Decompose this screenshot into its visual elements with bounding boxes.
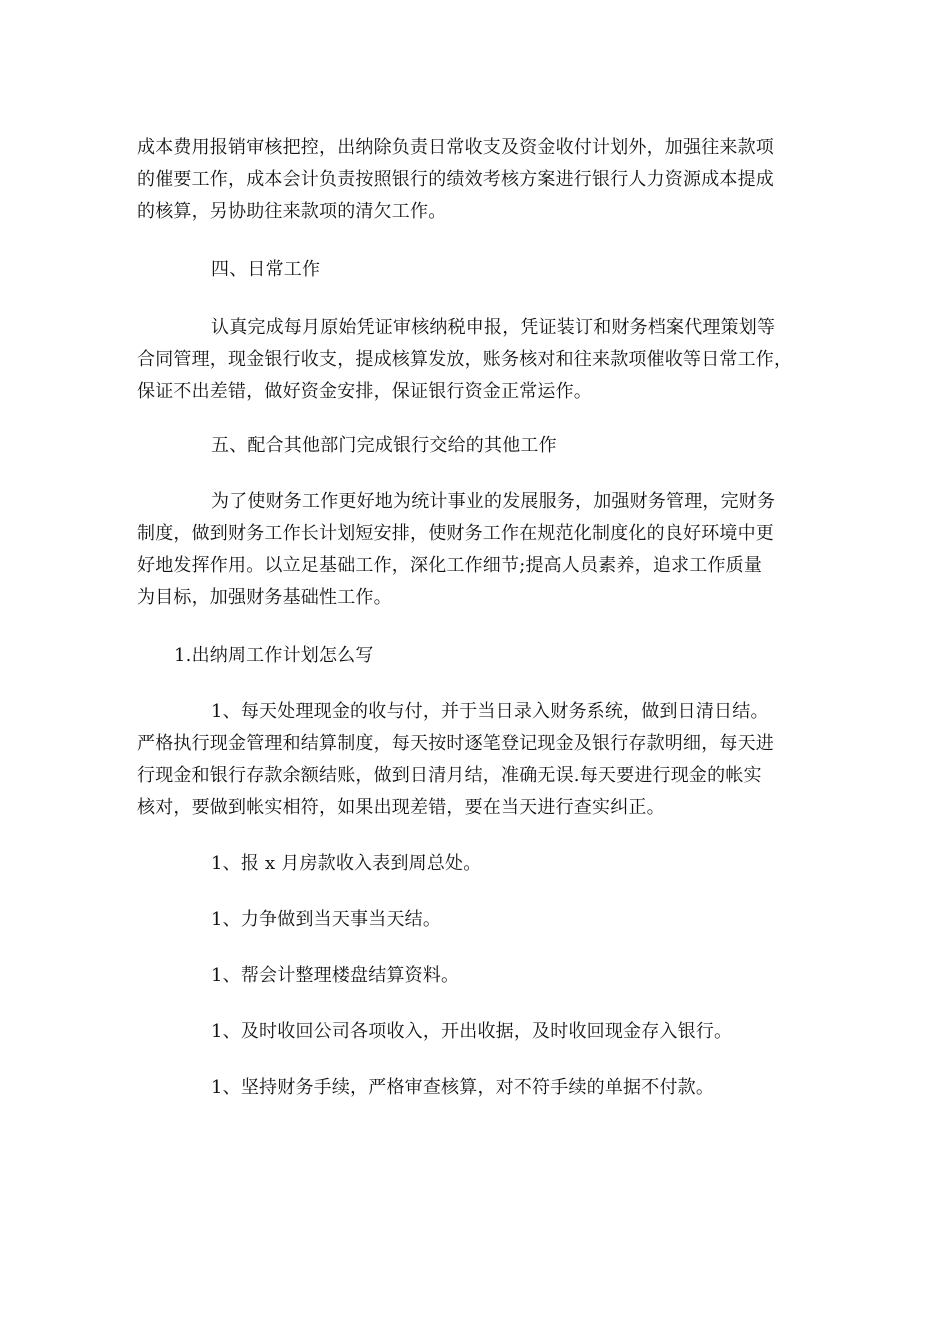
list-item (137, 904, 817, 936)
section-heading-weekly-plan (137, 640, 817, 672)
item-text: 1、坚持财务手续，严格审查核算，对不符手续的单据不付款。 (211, 1077, 715, 1098)
item-text: 1、报 x 月房款收入表到周总处。 (211, 853, 482, 874)
text-line: 1、每天处理现金的收与付，并于当日录入财务系统，做到日清日结。 (211, 701, 769, 722)
list-item (137, 960, 817, 992)
text-line: 认真完成每月原始凭证审核纳税申报，凭证装订和财务档案代理策划等 (211, 317, 776, 338)
text-line: 为目标，加强财务基础性工作。 (137, 587, 392, 608)
section-heading-daily-work (137, 254, 817, 286)
text-line: 严格执行现金管理和结算制度，每天按时逐笔登记现金及银行存款明细，每天进 (137, 733, 774, 754)
text-line: 制度，做到财务工作长计划短安排，使财务工作在规范化制度化的良好环境中更 (137, 523, 774, 544)
text-line: 为了使财务工作更好地为统计事业的发展服务，加强财务管理，完财务 (211, 491, 776, 512)
text-line: 的核算，另协助往来款项的清欠工作。 (137, 201, 447, 222)
paragraph-daily-work (137, 312, 817, 408)
list-item (137, 848, 817, 880)
text-line: 保证不出差错，做好资金安排，保证银行资金正常运作。 (137, 381, 592, 402)
heading-text: 1.出纳周工作计划怎么写 (174, 645, 374, 666)
section-heading-cooperation (137, 430, 817, 462)
list-item (137, 1016, 817, 1048)
item-text: 1、及时收回公司各项收入，开出收据，及时收回现金存入银行。 (211, 1021, 733, 1042)
list-item (137, 1072, 817, 1104)
heading-text: 四、日常工作 (211, 259, 321, 280)
text-line: 的催要工作，成本会计负责按照银行的绩效考核方案进行银行人力资源成本提成 (137, 169, 774, 190)
text-line: 行现金和银行存款余额结账，做到日清月结，准确无误.每天要进行现金的帐实 (137, 765, 762, 786)
text-line: 成本费用报销审核把控，出纳除负责日常收支及资金收付计划外，加强往来款项 (137, 137, 774, 158)
paragraph-finance-management (137, 486, 817, 614)
item-text: 1、力争做到当天事当天结。 (211, 909, 442, 930)
paragraph-cash-handling (137, 696, 817, 824)
item-text: 1、帮会计整理楼盘结算资料。 (211, 965, 460, 986)
text-line: 核对，要做到帐实相符，如果出现差错，要在当天进行查实纠正。 (137, 797, 665, 818)
paragraph-cost-review (137, 132, 817, 228)
heading-text: 五、配合其他部门完成银行交给的其他工作 (211, 435, 557, 456)
text-line: 合同管理，现金银行收支，提成核算发放，账务核对和往来款项催收等日常工作， (137, 349, 793, 370)
text-line: 好地发挥作用。以立足基础工作，深化工作细节;提高人员素养，追求工作质量 (137, 555, 763, 576)
